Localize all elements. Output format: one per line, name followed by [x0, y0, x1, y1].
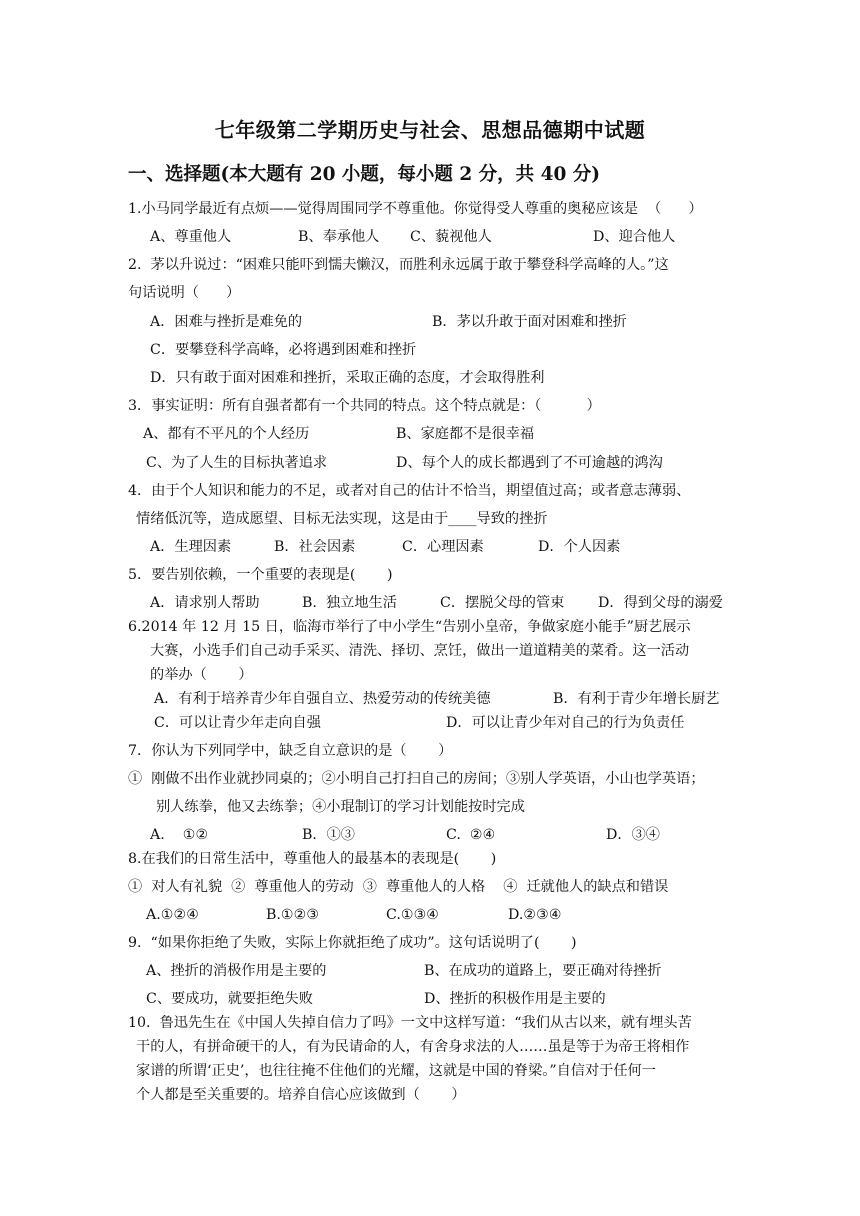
question-1-option-d: D、迎合他人 [593, 229, 676, 245]
question-9-stem: 9. “如果你拒绝了失败，实际上你就拒绝了成功”。这句话说明了( ) [128, 935, 577, 951]
question-5-option-a: A．请求别人帮助 [150, 595, 260, 611]
question-3-option-c: C、为了人生的目标执著追求 [146, 455, 328, 471]
question-7-option-c: C. ②④ [446, 827, 496, 843]
question-4-option-b: B．社会因素 [274, 539, 356, 555]
question-5-option-b: B. 独立地生活 [302, 595, 397, 611]
question-9-option-b: B、在成功的道路上，要正确对待挫折 [424, 963, 662, 979]
question-6-stem: 的举办（ ） [150, 667, 253, 683]
question-2-option-b: B．茅以升敢于面对困难和挫折 [432, 314, 627, 330]
question-6-option-b: B．有利于青少年增长厨艺 [553, 691, 720, 707]
question-7-option-d: D．③④ [606, 827, 660, 843]
question-8-option-c: C.①③④ [386, 907, 440, 923]
question-2-option-c: C．要攀登科学高峰，必将遇到困难和挫折 [150, 342, 417, 358]
question-10-stem: 家谱的所谓‘正史’，也往往掩不住他们的光耀，这就是中国的脊梁。”自信对于任何一 [136, 1063, 656, 1079]
question-1-stem: 1.小马同学最近有点烦——觉得周围同学不尊重他。你觉得受人尊重的奥秘应该是 （ ） [128, 201, 703, 217]
question-2-stem: 句话说明（ ） [128, 285, 241, 301]
question-2-stem: 2. 茅以升说过：“困难只能吓到懦夫懒汉，而胜利永远属于敢于攀登科学高峰的人。”这 [128, 257, 669, 273]
question-2-option-d: D．只有敢于面对困难和挫折，采取正确的态度，才会取得胜利 [150, 370, 545, 386]
question-8-option-b: B.①②③ [266, 907, 320, 923]
question-9-option-a: A、挫折的消极作用是主要的 [146, 963, 327, 979]
question-6-option-c: C．可以让青少年走向自强 [154, 715, 321, 731]
question-3-option-a: A、都有不平凡的个人经历 [143, 426, 310, 442]
question-7-option-a: A. ①② [150, 827, 209, 843]
question-1-option-a: A、尊重他人 [150, 229, 232, 245]
page-title: 七年级第二学期历史与社会、思想品德期中试题 [214, 118, 646, 142]
question-10-stem: 10. 鲁迅先生在《中国人失掉自信力了吗》一文中这样写道：“我们从古以来，就有埋头苦 [128, 1015, 692, 1031]
question-8-stem: 8.在我们的日常生活中，尊重他人的最基本的表现是( ) [128, 851, 497, 867]
question-7-option-b: B．①③ [302, 827, 355, 843]
question-10-stem: 个人都是至关重要的。培养自信心应该做到（ ） [136, 1087, 466, 1103]
question-3-option-b: B、家庭都不是很幸福 [396, 426, 535, 442]
question-5-stem: 5．要告别依赖，一个重要的表现是( ) [128, 567, 393, 583]
question-1-option-c: C、藐视他人 [410, 229, 492, 245]
question-4-option-c: C．心理因素 [402, 539, 484, 555]
question-9-option-c: C、要成功，就要拒绝失败 [146, 991, 313, 1007]
question-8-stem: ① 对人有礼貌 ② 尊重他人的劳动 ③ 尊重他人的人格 ④ 迁就他人的缺点和错误 [128, 879, 669, 895]
question-7-stem: ① 刚做不出作业就抄同桌的；②小明自己打扫自己的房间；③别人学英语，小山也学英语； [128, 771, 705, 787]
question-3-stem: 3．事实证明：所有自强者都有一个共同的特点。这个特点就是：（ ） [128, 398, 601, 414]
question-5-option-d: D．得到父母的溺爱 [598, 595, 723, 611]
question-7-stem: 别人练拳，他又去练拳；④小琨制订的学习计划能按时完成 [156, 799, 525, 815]
question-6-option-a: A．有利于培养青少年自强自立、热爱劳动的传统美德 [154, 691, 491, 707]
section-heading: 一、选择题(本大题有 20 小题，每小题 2 分，共 40 分) [128, 164, 601, 185]
question-8-option-d: D.②③④ [508, 907, 562, 923]
question-6-stem: 大赛，小选手们自己动手采买、清洗、择切、烹饪，做出一道道精美的菜肴。这一活动 [150, 643, 690, 659]
question-1-option-b: B、奉承他人 [298, 229, 380, 245]
question-4-option-d: D．个人因素 [538, 539, 621, 555]
question-4-stem: 情绪低沉等，造成愿望、目标无法实现，这是由于____导致的挫折 [136, 511, 548, 527]
question-6-option-d: D．可以让青少年对自己的行为负责任 [446, 715, 685, 731]
question-6-stem: 6.2014 年 12 月 15 日，临海市举行了中小学生“告别小皇帝，争做家庭小能手”厨艺展示 [128, 619, 691, 635]
question-8-option-a: A.①②④ [146, 907, 199, 923]
question-4-option-a: A．生理因素 [150, 539, 232, 555]
question-9-option-d: D、挫折的积极作用是主要的 [424, 991, 606, 1007]
question-3-option-d: D、每个人的成长都遇到了不可逾越的鸿沟 [396, 455, 663, 471]
question-4-stem: 4．由于个人知识和能力的不足，或者对自己的估计不恰当，期望值过高；或者意志薄弱、 [128, 483, 691, 499]
question-7-stem: 7．你认为下列同学中，缺乏自立意识的是（ ） [128, 743, 453, 759]
question-5-option-c: C．摆脱父母的管束 [440, 595, 565, 611]
question-10-stem: 干的人，有拼命硬干的人，有为民请命的人，有舍身求法的人……虽是等于为帝王将相作 [136, 1039, 690, 1055]
question-2-option-a: A．困难与挫折是难免的 [150, 314, 303, 330]
